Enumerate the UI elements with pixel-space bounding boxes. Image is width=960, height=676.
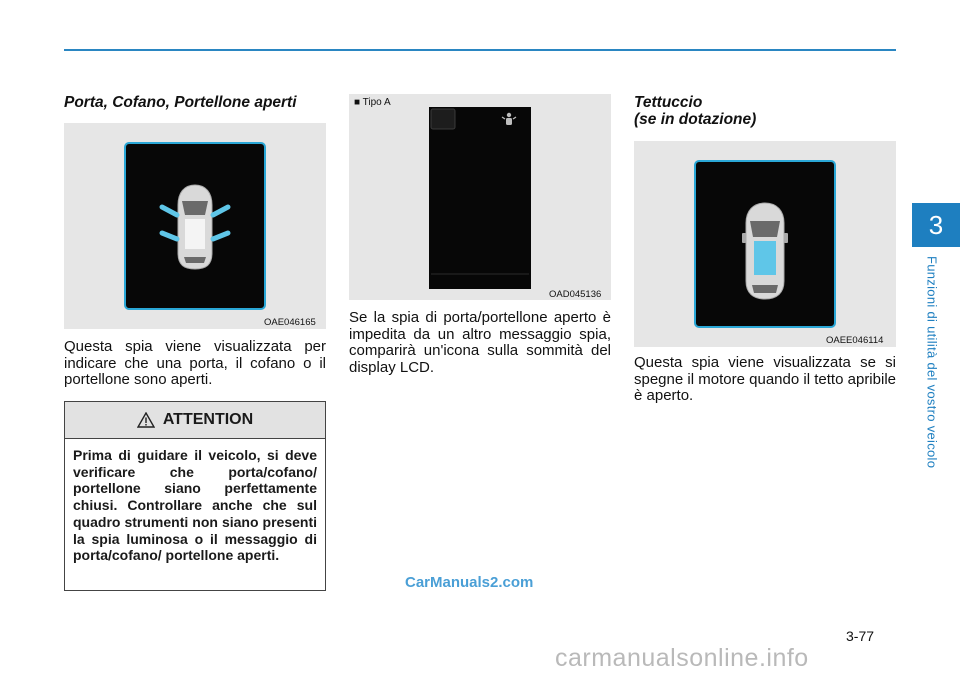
paragraph-doors: Questa spia viene visualizzata per indicare che una porta, il cofano o il portellone sono aperti. <box>64 338 326 388</box>
sunroof-heading-line1: Tettuccio <box>634 94 703 111</box>
watermark-carmanuals2: CarManuals2.com <box>405 574 534 591</box>
watermark-carmanualsonline: carmanualsonline.info <box>555 644 809 672</box>
figure-door-warning <box>64 123 326 329</box>
image-code-doors: OAE046165 <box>264 317 316 328</box>
type-label: ■ Tipo A <box>354 97 391 108</box>
figure-lcd-display <box>349 94 611 300</box>
chapter-number: 3 <box>928 209 944 240</box>
image-code-lcd: OAD045136 <box>549 289 602 300</box>
chapter-number-tab <box>912 203 960 247</box>
page-number: 3-77 <box>846 628 875 644</box>
chapter-title: Funzioni di utilità del vostro veicolo <box>924 256 940 469</box>
sunroof-warning-illustration <box>634 141 896 347</box>
door-warning-illustration <box>64 123 326 329</box>
lcd-display-illustration <box>349 94 611 300</box>
paragraph-sunroof: Questa spia viene visualizzata se si spegne il motore quando il tetto apribile è aperto. <box>634 354 896 404</box>
attention-text: Prima di guidare il veicolo, si deve verificare che porta/cofano/ portellone siano perfettamente chiusi. Controllare anche che sul quadro strumenti non siano presenti la spia luminosa o il messaggio di porta/cofano/ portellone aperti. <box>73 447 317 564</box>
chapter-side-title <box>920 256 944 496</box>
image-code-sunroof: OAEE046114 <box>826 335 884 346</box>
top-rule <box>64 49 896 51</box>
attention-title: ATTENTION <box>162 411 254 428</box>
sunroof-heading-line2: (se in dotazione) <box>634 111 757 128</box>
attention-box <box>64 401 326 591</box>
paragraph-lcd: Se la spia di porta/portellone aperto è impedita da un altro messaggio spia, comparirà un'icona sulla sommità del display LCD. <box>349 309 611 376</box>
section-heading-doors: Porta, Cofano, Portellone aperti <box>64 94 297 111</box>
section-heading-sunroof <box>634 94 756 128</box>
figure-sunroof-warning <box>634 141 896 347</box>
warning-triangle-icon <box>137 412 155 428</box>
attention-header <box>65 402 325 439</box>
